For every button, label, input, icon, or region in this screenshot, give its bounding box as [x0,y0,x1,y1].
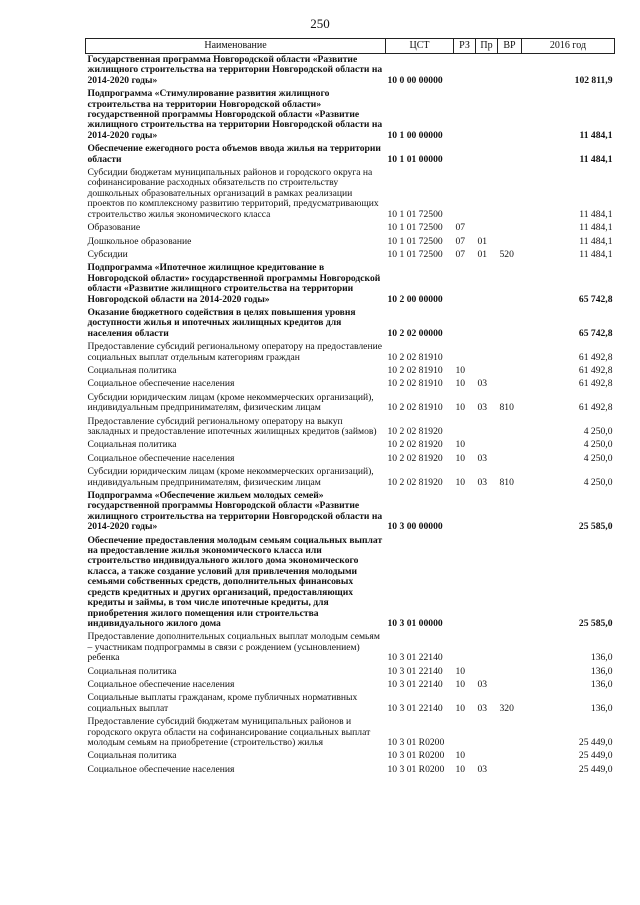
row-vr: 810 [499,402,514,414]
row-name: Подпрограмма «Обеспечение жильем молодых семей» государственной программы Новгородской области «Развитие жилищного строительства на территории Новгородской области на 2014-2020 годы» [87,490,383,533]
row-rz: 10 [455,476,466,488]
row-pr: 03 [477,763,488,775]
table-row [86,392,615,416]
table-row [86,439,615,452]
row-sum: 4 250,0 [583,426,613,437]
row-rz [454,416,476,440]
row-vr [498,307,522,341]
row-name: Предоставление субсидий региональному оператору на выкуп закладных и предоставление ипотечных жилищных кредитов (займов) [87,415,377,437]
row-pr: 03 [477,476,488,488]
row-vr [498,453,522,466]
table-row [86,466,615,490]
row-cst: 10 1 01 72500 [387,248,443,260]
row-cst: 10 3 01 R0200 [387,763,445,775]
row-vr [498,750,522,763]
row-name: Обеспечение предоставления молодым семьям социальных выплат на предоставление жилья экономического класса или строительство индивидуального жилого дома экономического класса, а также создание условий для привлечения молодыми семьями собственных средств, дополнительных финансовых средств кредитных и других организаций, предоставляющих кредиты и займы, в том числе ипотечные кредиты, для приобретения жилого помещения или строительства индивидуального жилого дома [87,534,383,629]
row-name: Оказание бюджетного содействия в целях повышения уровня доступности жилья и ипотечных жилищных кредитов для населения области [87,306,356,339]
row-vr [498,666,522,679]
row-vr [498,416,522,440]
row-name: Социальное обеспечение населения [87,452,235,464]
row-cst: 10 3 00 00000 [387,521,443,533]
table-row [86,666,615,679]
row-sum: 11 484,1 [579,208,613,220]
row-vr [498,631,522,665]
row-pr [476,167,498,222]
row-cst: 10 2 02 81920 [387,452,443,464]
row-sum: 25 449,0 [578,750,613,762]
row-sum: 25 449,0 [578,763,613,775]
table-row [86,535,615,632]
row-cst: 10 2 02 81920 [387,476,443,488]
table-row [86,416,615,440]
row-rz: 07 [455,235,466,247]
row-cst: 10 2 00 00000 [387,293,443,305]
row-name: Подпрограмма «Ипотечное жилищное кредитование в Новгородской области» государственной программы Новгородской области «Развитие жилищного строительства на территории Новгородской области на 2014-2020 годы» [87,262,381,305]
row-cst: 10 3 01 22140 [387,678,443,690]
row-rz [454,88,476,143]
table-row [86,167,615,222]
column-header-name: Наименование [86,39,386,54]
row-rz [454,631,476,665]
row-cst: 10 0 00 00000 [387,74,443,86]
row-name: Социальная политика [87,665,177,677]
row-name: Предоставление субсидий бюджетам муниципальных районов и городского округа области на софинансирование социальных выплат молодым семьям на приобретение (строительство) жилья [87,716,371,748]
row-cst: 10 1 01 72500 [387,208,443,220]
row-rz [454,167,476,222]
row-vr [498,167,522,222]
row-cst: 10 3 01 00000 [387,617,443,629]
row-sum: 136,0 [590,652,613,664]
table-row [86,307,615,341]
row-pr [476,750,498,763]
row-pr: 01 [477,248,488,260]
column-header-year: 2016 год [522,39,615,54]
row-cst: 10 2 02 81910 [387,378,443,390]
table-row [86,54,615,89]
row-rz [454,535,476,632]
row-sum: 4 250,0 [583,439,613,451]
row-rz: 10 [455,364,466,376]
row-cst: 10 1 00 00000 [387,129,443,141]
row-sum: 4 250,0 [583,452,613,464]
row-rz: 10 [455,678,466,690]
row-vr [498,262,522,307]
table-row [86,490,615,535]
row-pr: 03 [477,378,488,390]
row-vr [498,679,522,692]
row-sum: 11 484,1 [579,248,613,260]
row-cst: 10 2 02 00000 [387,327,443,339]
row-name: Образование [87,222,141,234]
row-pr [476,222,498,235]
row-name: Субсидии бюджетам муниципальных районов и городского округа на софинансирование расходных обязательств по строительству дошкольных образовательных организаций в рамках реализации проектов по комплексному развитию территорий, предусматривающих строительство жилья экономического класса [87,167,379,220]
row-vr: 320 [499,702,514,714]
row-sum: 102 811,9 [574,74,613,86]
row-cst: 10 2 02 81910 [387,351,443,363]
row-name: Государственная программа Новгородской области «Развитие жилищного строительства на территории Новгородской области на 2014-2020 годы» [87,54,383,86]
row-pr [476,535,498,632]
budget-table [85,38,615,777]
row-rz [454,262,476,307]
row-rz: 07 [455,222,466,234]
row-name: Социальное обеспечение населения [87,678,235,690]
row-pr [476,631,498,665]
row-sum: 65 742,8 [578,327,613,339]
row-rz [454,341,476,365]
row-vr [498,490,522,535]
row-rz [454,307,476,341]
row-cst: 10 1 01 72500 [387,222,443,234]
row-pr: 03 [477,678,488,690]
row-vr [498,88,522,143]
column-header-cst: ЦСТ [386,39,454,54]
row-sum: 25 585,0 [578,617,613,629]
row-sum: 136,0 [590,678,613,690]
row-sum: 11 484,1 [579,129,613,141]
row-cst: 10 2 02 81920 [387,426,443,437]
table-row [86,365,615,378]
table-row [86,716,615,750]
column-header-rz: РЗ [454,39,476,54]
row-sum: 4 250,0 [583,476,613,488]
row-name: Субсидии юридическим лицам (кроме некоммерческих организаций), индивидуальным предпринимателям, физическим лицам [87,466,374,488]
table-row [86,222,615,235]
row-vr [498,341,522,365]
column-header-pr: Пр [476,39,498,54]
row-vr [498,54,522,89]
row-rz: 10 [455,439,466,451]
row-vr [498,378,522,391]
row-rz [454,143,476,167]
row-vr [498,236,522,249]
table-row [86,453,615,466]
row-name: Дошкольное образование [87,235,192,247]
row-cst: 10 3 01 22140 [387,702,443,714]
row-sum: 61 492,8 [578,351,613,363]
row-cst: 10 3 01 22140 [387,665,443,677]
row-sum: 11 484,1 [579,222,613,234]
table-row [86,679,615,692]
page-number: 250 [310,16,330,31]
row-cst: 10 1 01 72500 [387,235,443,247]
table-row [86,750,615,763]
row-rz: 10 [455,763,466,775]
row-name: Социальная политика [87,364,177,376]
row-sum: 136,0 [590,702,613,714]
row-pr: 03 [477,702,488,714]
row-cst: 10 2 02 81910 [387,364,443,376]
table-row [86,631,615,665]
row-cst: 10 3 01 R0200 [387,736,445,748]
row-vr [498,222,522,235]
table-row [86,341,615,365]
row-cst: 10 3 01 22140 [387,652,443,664]
table-row [86,262,615,307]
row-name: Субсидии юридическим лицам (кроме некоммерческих организаций), индивидуальным предпринимателям, физическим лицам [87,391,374,414]
row-rz [454,54,476,89]
row-name: Социальные выплаты гражданам, кроме публичных нормативных социальных выплат [87,692,358,714]
row-name: Предоставление субсидий региональному оператору на предоставление социальных выплат отдельным категориям граждан [87,341,382,363]
row-pr: 01 [477,235,488,247]
row-cst: 10 2 02 81910 [387,402,443,414]
row-cst: 10 3 01 R0200 [387,750,445,762]
row-rz [454,490,476,535]
row-rz: 10 [455,665,466,677]
row-name: Субсидии [87,248,128,260]
row-name: Подпрограмма «Стимулирование развития жилищного строительства на территории Новгородской области» государственной программы Новгородской области «Развитие жилищного строительства на территории Новгородской области на 2014-2020 годы» [87,88,383,141]
row-pr: 03 [477,452,488,464]
row-pr: 03 [477,402,488,414]
table-header-row [86,39,615,54]
row-cst: 10 1 01 00000 [387,153,443,165]
row-name: Социальное обеспечение населения [87,378,235,390]
row-sum: 136,0 [590,665,613,677]
row-vr [498,764,522,777]
row-name: Социальная политика [87,439,177,451]
row-cst: 10 2 02 81920 [387,439,443,451]
row-rz: 10 [455,702,466,714]
row-pr [476,666,498,679]
row-rz: 10 [455,452,466,464]
row-sum: 11 484,1 [579,153,613,165]
table-body [86,54,615,778]
row-vr [498,716,522,750]
row-vr [498,365,522,378]
row-pr [476,307,498,341]
row-name: Обеспечение ежегодного роста объемов ввода жилья на территории области [87,143,381,165]
row-pr [476,416,498,440]
table-row [86,88,615,143]
row-name: Социальная политика [87,750,177,762]
column-header-vr: ВР [498,39,522,54]
table-row [86,143,615,167]
row-pr [476,365,498,378]
row-sum: 25 585,0 [578,521,613,533]
row-name: Предоставление дополнительных социальных выплат молодым семьям – участникам подпрограммы в связи с рождением (усыновлением) ребенка [87,631,380,664]
row-rz: 10 [455,378,466,390]
row-pr [476,439,498,452]
table-row [86,764,615,777]
row-pr [476,262,498,307]
row-rz: 10 [455,750,466,762]
row-pr [476,716,498,750]
row-sum: 61 492,8 [578,378,613,390]
row-sum: 61 492,8 [578,364,613,376]
table-row [86,692,615,716]
row-vr: 520 [499,248,514,260]
row-sum: 61 492,8 [578,402,613,414]
row-vr: 810 [499,476,514,488]
row-vr [498,535,522,632]
row-vr [498,439,522,452]
table-row [86,236,615,249]
row-rz: 10 [455,402,466,414]
row-pr [476,143,498,167]
row-name: Социальное обеспечение населения [87,763,235,775]
row-pr [476,490,498,535]
row-vr [498,143,522,167]
row-pr [476,88,498,143]
row-rz [454,716,476,750]
table-row [86,249,615,262]
row-rz: 07 [455,248,466,260]
row-sum: 25 449,0 [578,736,613,748]
row-sum: 11 484,1 [579,235,613,247]
row-pr [476,341,498,365]
table-row [86,378,615,391]
row-pr [476,54,498,89]
row-sum: 65 742,8 [578,293,613,305]
